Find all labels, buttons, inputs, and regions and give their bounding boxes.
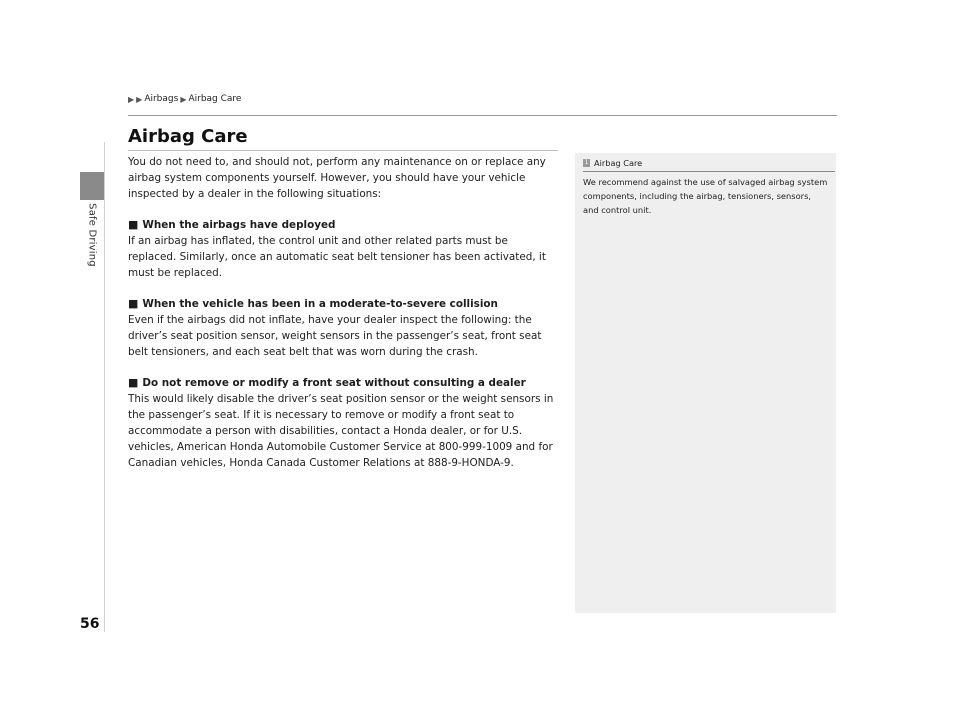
- section-heading: [128, 296, 558, 312]
- section-label: Safe Driving: [86, 203, 98, 267]
- black-square-icon: ■: [128, 218, 139, 231]
- main-content: [128, 154, 558, 486]
- black-square-icon: ■: [128, 297, 139, 310]
- section-heading: [128, 375, 558, 391]
- section-heading: [128, 217, 558, 233]
- reference-number-icon: 1: [584, 159, 589, 166]
- section-body: If an airbag has inflated, the control unit and other related parts must be replaced. Similarly, once an automatic seat belt tensioner has been activated, it must be replaced.: [128, 235, 546, 279]
- breadcrumb-arrow-icon: ▶: [180, 94, 187, 104]
- side-divider: [104, 142, 105, 632]
- section-heading-text: Do not remove or modify a front seat without consulting a dealer: [142, 377, 526, 389]
- sidebar-note-title: [583, 158, 642, 168]
- breadcrumb-arrow-icon: ▶: [128, 94, 135, 104]
- black-square-icon: ■: [128, 376, 139, 389]
- breadcrumb-item-airbags[interactable]: Airbags: [144, 94, 179, 104]
- sidebar-note-text: We recommend against the use of salvaged airbag system components, including the airbag, tensioners, sensors, and control unit.: [583, 177, 828, 215]
- sidebar-rule: [583, 171, 835, 172]
- section-heading-text: When the vehicle has been in a moderate-to-severe collision: [142, 298, 498, 310]
- breadcrumb: [128, 94, 241, 104]
- page-title: Airbag Care: [128, 126, 248, 147]
- breadcrumb-item-airbag-care[interactable]: Airbag Care: [188, 94, 242, 104]
- header-rule: [128, 115, 837, 116]
- section-body: This would likely disable the driver’s seat position sensor or the weight sensors in the passenger’s seat. If it is necessary to remove or modify a front seat to accommodate a person with disabilities, contact a Honda dealer, or for U.S. vehicles, American Honda Automobile Customer Service at 800-999-1009 and for Canadian vehicles, Honda Canada Customer Relations at 888-9-HONDA-9.: [128, 393, 554, 469]
- breadcrumb-arrow-icon: ▶: [136, 94, 143, 104]
- sidebar-note-title-text: Airbag Care: [594, 158, 643, 168]
- section-tab-marker: [80, 172, 104, 200]
- sidebar-note-box: [575, 153, 836, 613]
- page-number: 56: [80, 616, 100, 632]
- section-heading-text: When the airbags have deployed: [142, 219, 336, 231]
- title-rule: [128, 150, 558, 151]
- section-body: Even if the airbags did not inflate, have your dealer inspect the following: the driver’s seat position sensor, weight sensors in the passenger’s seat, front seat belt tensioners, and each seat belt that was worn during the crash.: [128, 314, 542, 358]
- intro-paragraph: You do not need to, and should not, perform any maintenance on or replace any airbag system components yourself. However, you should have your vehicle inspected by a dealer in the following situations:: [128, 156, 546, 200]
